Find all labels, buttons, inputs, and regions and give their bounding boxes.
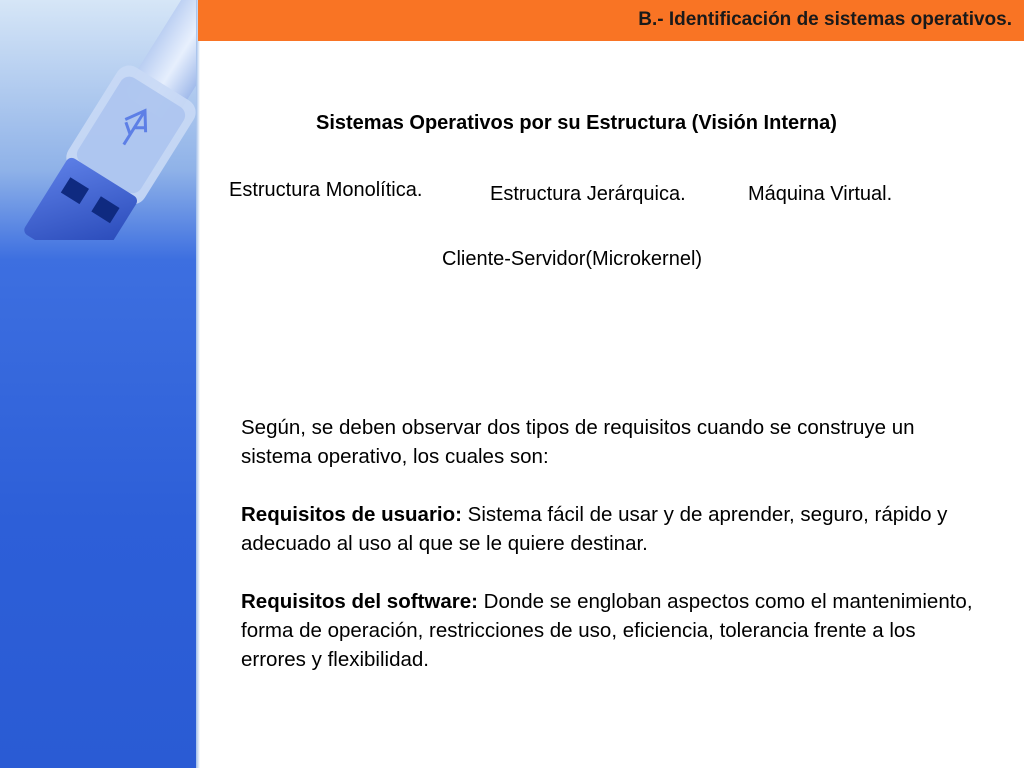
user-requirements-paragraph	[241, 500, 981, 558]
software-requirements-paragraph	[241, 587, 981, 674]
user-requirements-label: Requisitos de usuario:	[241, 503, 462, 526]
user-requirements-text: Sistema fácil de usar y de aprender, seguro, rápido y adecuado al uso al que se le quiere destinar.	[241, 503, 948, 555]
topic-hierarchical: Estructura Jerárquica.	[490, 183, 686, 205]
software-requirements-label: Requisitos del software:	[241, 590, 478, 613]
body-text	[241, 413, 981, 674]
topic-monolithic: Estructura Monolítica.	[229, 179, 423, 201]
topic-client-server: Cliente-Servidor(Microkernel)	[442, 248, 703, 270]
side-panel	[0, 0, 200, 768]
side-panel-edge	[196, 0, 200, 768]
slide-title: B.- Identificación de sistemas operativos.	[638, 9, 1012, 30]
header-bar	[198, 0, 1024, 41]
section-subtitle: Sistemas Operativos por su Estructura (Visión Interna)	[316, 112, 837, 134]
software-requirements-text: Donde se engloban aspectos como el mantenimiento, forma de operación, restricciones de uso, eficiencia, tolerancia frente a los errores y flexibilidad.	[241, 590, 973, 671]
usb-connector-icon	[0, 0, 200, 240]
topic-virtual-machine: Máquina Virtual.	[748, 183, 893, 205]
intro-paragraph: Según, se deben observar dos tipos de requisitos cuando se construye un sistema operativo, los cuales son:	[241, 416, 915, 468]
